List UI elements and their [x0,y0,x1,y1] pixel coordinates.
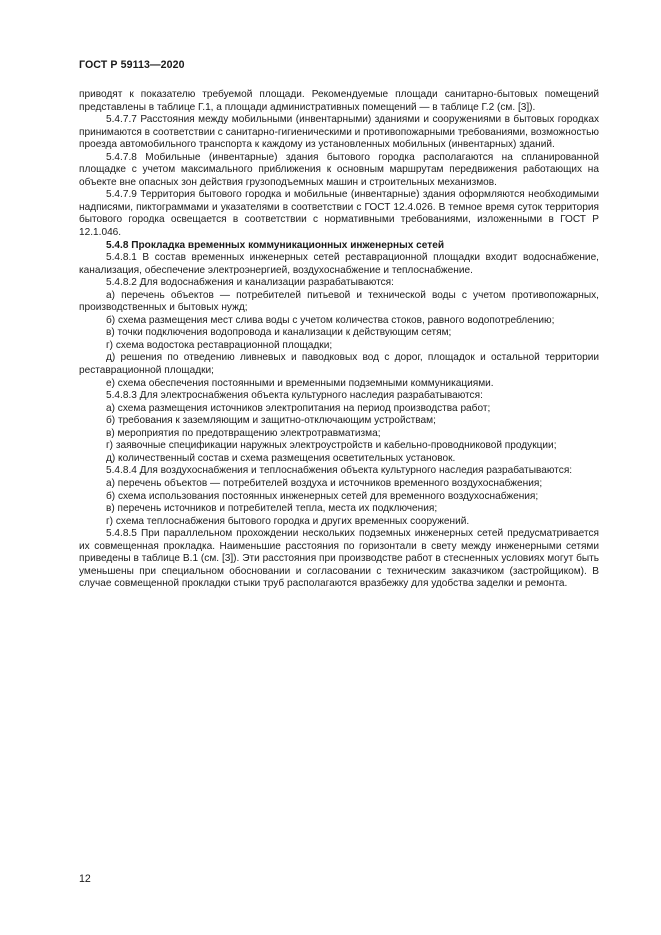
clause-5-4-8-5: 5.4.8.5 При параллельном прохождении нескольких подземных инженерных сетей предусматривается их совмещенная прокладка. Наименьшие расстояния по горизонтали в свету между инженерными сетями приведены в таблице В.1 (см. [3]). Эти расстояния при производстве работ в стесненных условиях могут быть уменьшены при специальном обосновании и согласовании с техническим заказчиком (застройщиком). В случае совмещенной прокладки стыки труб располагаются вразбежку для удобства заделки и ремонта. [79,528,599,590]
clause-5-4-8-1: 5.4.8.1 В состав временных инженерных сетей реставрационной площадки входит водоснабжение, канализация, обеспечение электроэнергией, воздухоснабжение и теплоснабжение. [79,252,599,276]
page-number: 12 [79,873,91,885]
list-item: в) перечень источников и потребителей тепла, места их подключения; [106,503,438,515]
clause-5-4-7-9: 5.4.7.9 Территория бытового городка и мобильные (инвентарные) здания оформляются необходимыми надписями, пиктограммами и указателями в соответствии с ГОСТ 12.4.026. В темное время суток территория бытового городка освещается в соответствии с нормативными требованиями, изложенными в ГОСТ Р 12.1.046. [79,189,599,239]
clause-5-4-8-2: 5.4.8.2 Для водоснабжения и канализации разрабатываются: [106,277,394,289]
list-item: г) заявочные спецификации наружных электроустройств и кабельно-проводниковой продукции; [106,440,557,452]
list-item: а) перечень объектов — потребителей воздуха и источников временного воздухоснабжения; [106,477,543,489]
clause-5-4-7-8: 5.4.7.8 Мобильные (инвентарные) здания бытового городка располагаются на спланированной площадке с учетом максимального приближения к основным маршрутам передвижения работающих на объекте вне опасных зон действия грузоподъемных машин и строительных механизмов. [79,151,599,188]
list-item: д) количественный состав и схема размещения осветительных установок. [106,452,456,464]
document-body [79,89,599,591]
standard-header: ГОСТ Р 59113—2020 [79,59,185,71]
list-item: в) точки подключения водопровода и канализации к действующим сетям; [106,327,452,339]
clause-5-4-8-4: 5.4.8.4 Для воздухоснабжения и теплоснабжения объекта культурного наследия разрабатываются: [106,465,573,477]
paragraph-continuation: приводят к показателю требуемой площади. Рекомендуемые площади санитарно-бытовых помещений представлены в таблице Г.1, а площади административных помещений — в таблице Г.2 (см. [3]). [79,89,599,113]
list-item: г) схема водостока реставрационной площадки; [106,339,333,351]
list-item: а) схема размещения источников электропитания на период производства работ; [106,402,491,414]
clause-5-4-7-7: 5.4.7.7 Расстояния между мобильными (инвентарными) зданиями и сооружениями в бытовых городках принимаются в соответствии с санитарно-гигиеническими и противопожарными требованиями, возможностью проезда автомобильного транспорта к каждому из установленных мобильных (инвентарных) зданий. [79,114,599,151]
list-item: б) требования к заземляющим и защитно-отключающим устройствам; [106,415,436,427]
list-item: а) перечень объектов — потребителей питьевой и технической воды с учетом противопожарных, производственных и бытовых нужд; [79,289,599,314]
list-item: е) схема обеспечения постоянными и временными подземными коммуникациями. [106,377,494,389]
list-item: г) схема теплоснабжения бытового городка и других временных сооружений. [106,515,470,527]
list-item: в) мероприятия по предотвращению электротравматизма; [106,427,381,439]
section-heading-5-4-8: 5.4.8 Прокладка временных коммуникационных инженерных сетей [106,239,445,251]
list-item: б) схема использования постоянных инженерных сетей для временного воздухоснабжения; [106,490,539,502]
clause-5-4-8-3: 5.4.8.3 Для электроснабжения объекта культурного наследия разрабатываются: [106,390,483,402]
list-item: д) решения по отведению ливневых и паводковых вод с дорог, площадок и остальной территории реставрационной площадки; [79,352,599,377]
list-item: б) схема размещения мест слива воды с учетом количества стоков, равного водопотреблению; [106,314,555,326]
